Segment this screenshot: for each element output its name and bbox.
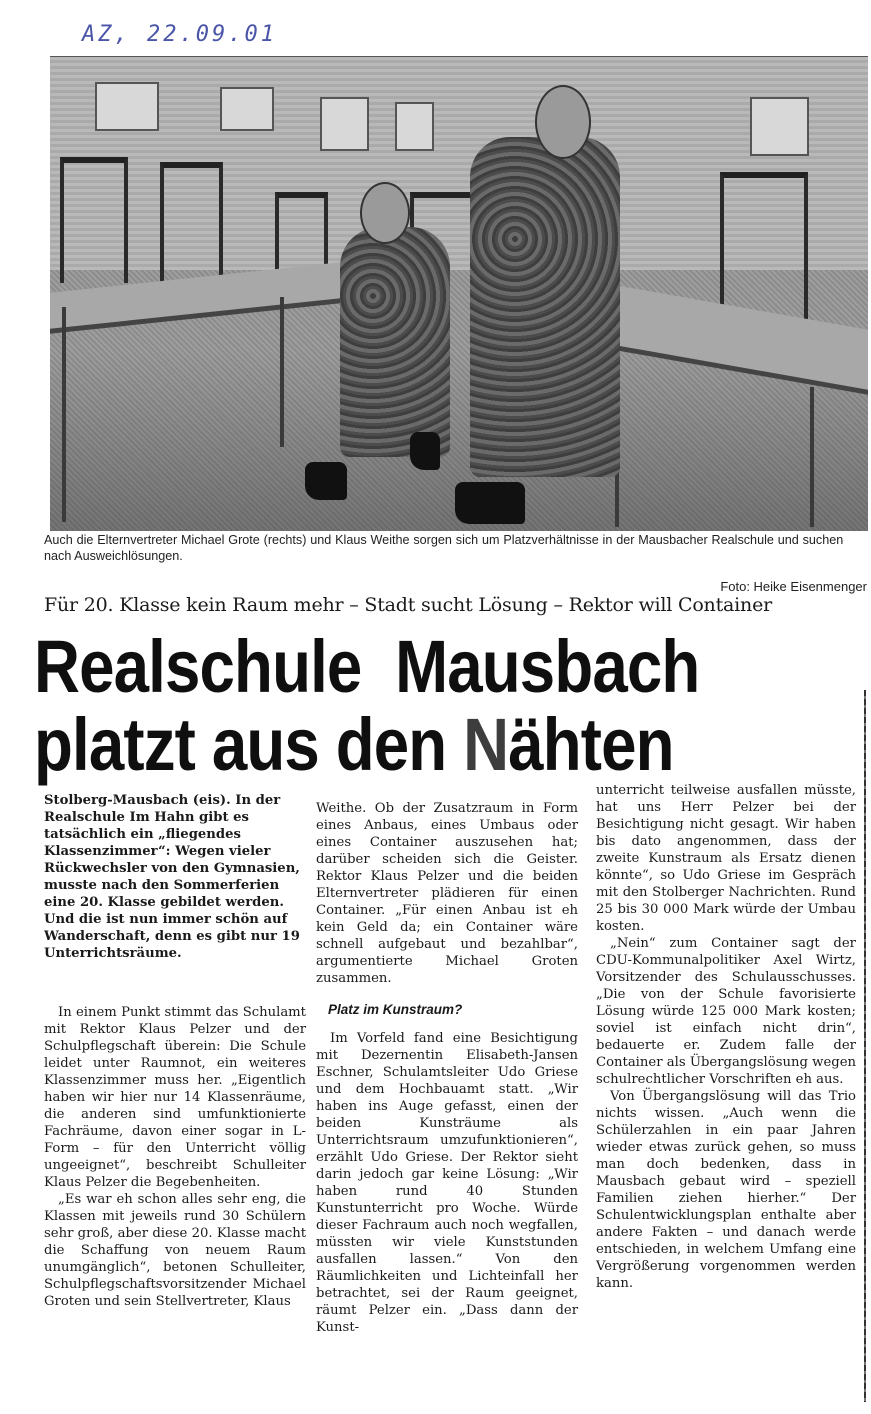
article-lead-column: [44, 792, 306, 962]
photo-stool: [160, 162, 223, 283]
photo-window: [750, 97, 809, 156]
paragraph: „Es war eh schon alles sehr eng, die Klassen mit jeweils rund 30 Schülern sehr groß, aber diese 20. Klasse macht die Schaffung von neuem Raum unumgänglich“, betonen Schulleiter, Schulpflegschaftsvorsitzender Michael Groten und sein Stellvertreter, Klaus: [44, 1192, 306, 1309]
article-photo: [50, 56, 868, 531]
paragraph: unterricht teilweise ausfallen müsste, hat uns Herr Pelzer bei der Besichtigung nicht gesagt. Wir haben bis dato angenommen, dass der zweite Kunstraum als Ersatz dienen könnte“, so Udo Griese im Gespräch mit den Stolberger Nachrichten. Rund 25 bis 30 000 Mark würde der Umbau kosten.: [596, 783, 856, 934]
paragraph: Im Vorfeld fand eine Besichtigung mit Dezernentin Elisabeth-Jansen Eschner, Schulamtsleiter Udo Griese und dem Hochbauamt statt. „Wir haben ins Auge gefasst, einen der beiden Kunsträume als Unterrichtsraum umzufunktionieren“, erzählt Udo Griese. Der Rektor sieht darin jedoch gar keine Lösung: „Wir haben rund 40 Stunden Kunstunterricht pro Woche. Würde dieser Fachraum auch noch wegfallen, müssten wir viele Kunststunden ausfallen lassen.“ Von den Räumlichkeiten und Lichteinfall her betrachtet, sei der Raum geeignet, räumt Pelzer ein. „Dass dann der Kunst-: [316, 1031, 578, 1335]
article-column-2: [316, 800, 578, 1336]
handwritten-date-note: AZ, 22.09.01: [82, 22, 277, 47]
headline-line-2a: platzt aus den: [34, 703, 464, 786]
photo-table-leg: [62, 307, 66, 522]
article-kicker: Für 20. Klasse kein Raum mehr – Stadt sucht Lösung – Rektor will Container: [44, 594, 772, 616]
photo-window: [95, 82, 159, 131]
photo-window: [395, 102, 434, 151]
article-column-1: [44, 1004, 306, 1310]
article-lead: Stolberg-Mausbach (eis). In der Realschule Im Hahn gibt es tatsächlich ein „fliegendes Klassenzimmer“: Wegen vieler Rückwechsler von den Gymnasien, musste nach den Sommerferien eine 20. Klasse gebildet werden. Und die ist nun immer schön auf Wanderschaft, denn es gibt nur 19 Unterrichtsräume.: [44, 793, 300, 961]
article-column-3: [596, 782, 856, 1292]
paragraph: Weithe. Ob der Zusatzraum in Form eines Anbaus, eines Umbaus oder eines Container auszusehen hat; darüber scheiden sich die Geister. Rektor Klaus Pelzer und die beiden Elternvertreter plädieren für einen Container. „Für einen Anbau ist eh kein Geld da; ein Container wäre schnell aufgebaut und bezahlbar“, argumentierte Michael Groten zusammen.: [316, 801, 578, 986]
photo-stool: [60, 157, 128, 283]
photo-table-leg: [280, 297, 284, 447]
photo-person-seated: [340, 227, 450, 457]
photo-window: [220, 87, 274, 131]
paragraph: In einem Punkt stimmt das Schulamt mit Rektor Klaus Pelzer und der Schulpflegschaft überein: Die Schule leidet unter Raumnot, ein weiteres Klassenzimmer muss her. „Eigentlich haben wir hier nur 14 Klassenräume, die anderen sind umfunktionierte Fachräume, davon einer sogar in L-Form – für den Unterricht völlig ungeeignet“, beschreibt Schulleiter Klaus Pelzer die Begebenheiten.: [44, 1005, 306, 1190]
photo-boot: [305, 462, 347, 500]
article-subheading: Platz im Kunstraum?: [328, 1002, 463, 1017]
paragraph: „Nein“ zum Container sagt der CDU-Kommunalpolitiker Axel Wirtz, Vorsitzender des Schulausschusses. „Die von der Schule favorisierte Lösung würde 125 000 Mark kosten; soviel ist einfach nicht drin“, bedauerte er. Zudem falle der Container als Übergangslösung wegen schulrechtlicher Vorschriften eh aus.: [596, 936, 856, 1087]
headline-accent-letter: N: [463, 703, 509, 786]
clipping-cut-edge: [864, 690, 866, 1402]
photo-stool: [720, 172, 808, 328]
article-headline: [34, 625, 756, 786]
photo-table-leg: [810, 387, 814, 527]
headline-line-2b: ähten: [508, 703, 674, 786]
paragraph: Von Übergangslösung will das Trio nichts wissen. „Auch wenn die Schülerzahlen in ein paar Jahren wieder etwas zurück gehen, so muss man doch bedenken, dass in Mausbach gebaut wird – speziell Familien ziehen hierher.“ Der Schulentwicklungsplan enthalte aber andere Fakten – und danach werde entschieden, in welchem Umfang eine Vergrößerung vorgenommen werden kann.: [596, 1089, 856, 1291]
photo-person-head: [535, 85, 591, 159]
photo-person-head: [360, 182, 410, 244]
photo-window: [320, 97, 369, 151]
photo-credit: Foto: Heike Eisenmenger: [720, 579, 867, 594]
photo-caption: Auch die Elternvertreter Michael Grote (rechts) und Klaus Weithe sorgen sich um Platzverhältnisse in der Mausbacher Realschule und suchen nach Ausweichlösungen.: [44, 532, 844, 563]
photo-boot: [455, 482, 525, 524]
photo-person-standing: [470, 137, 620, 477]
photo-boot: [410, 432, 440, 470]
headline-line-1: Realschule Mausbach: [34, 625, 700, 708]
